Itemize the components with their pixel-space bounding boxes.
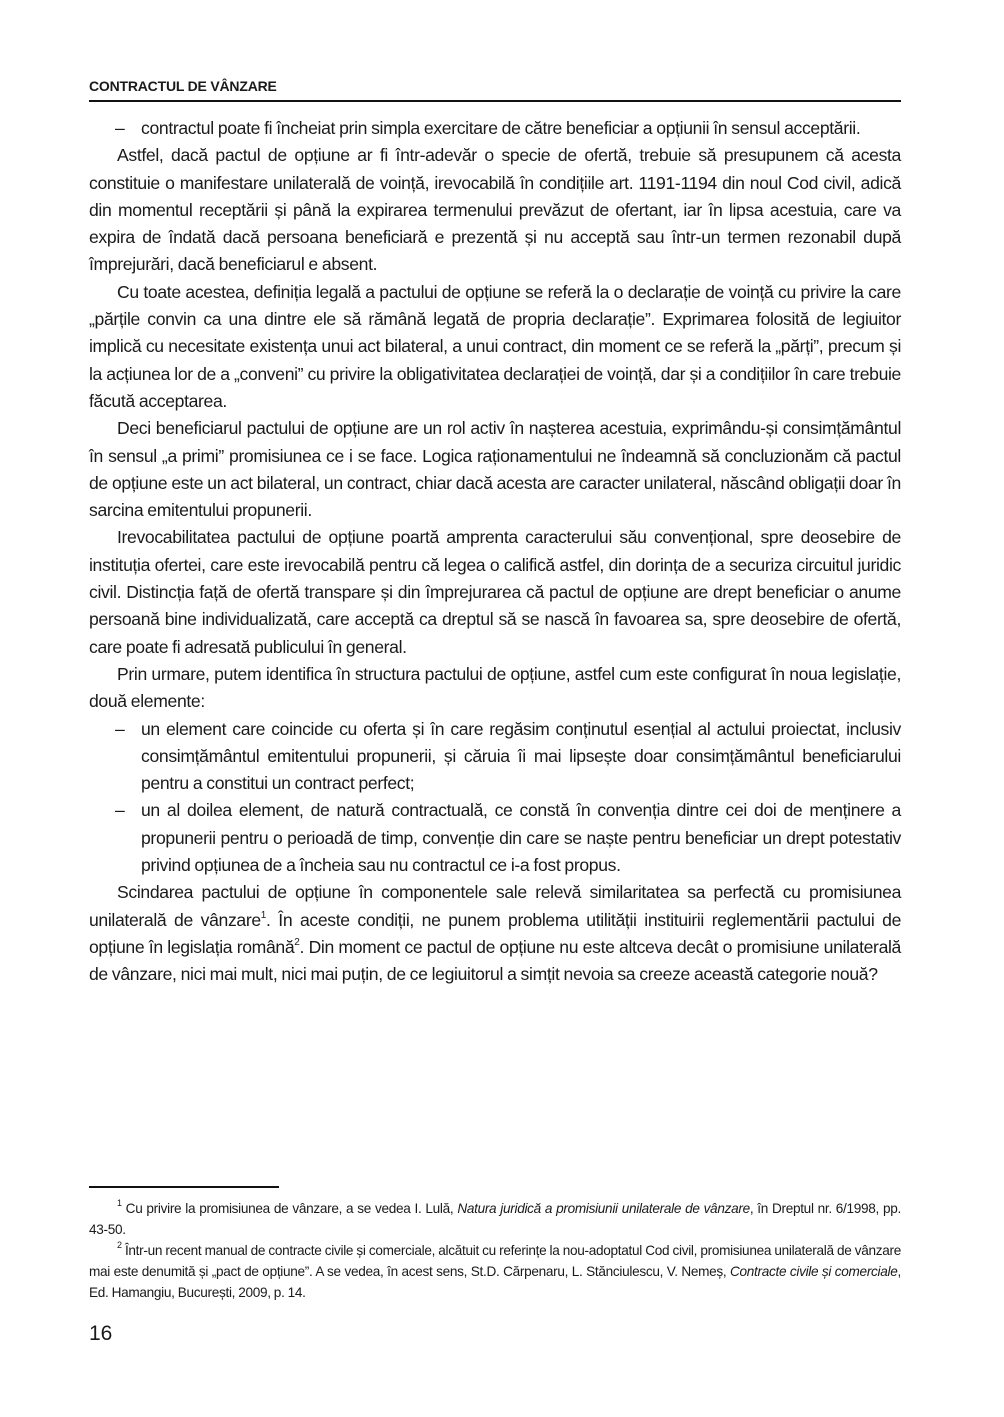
paragraph-text: . Din moment ce pactul de opțiune nu este altceva decât o promisiune unilaterală de vânzare, nici mai mult, nici mai puțin, de ce legiuitorul a simțit nevoia sa creeze această categorie nouă? — [89, 936, 901, 985]
running-header-title: CONTRACTUL DE VÂNZARE — [89, 78, 277, 94]
footnotes — [89, 1198, 901, 1303]
footnote-citation-title: Natura juridică a promisiunii unilaterale de vânzare — [457, 1201, 750, 1216]
footnote-2 — [89, 1240, 901, 1303]
paragraph: Irevocabilitatea pactului de opțiune poartă amprenta caracterului său convențional, spre deosebire de instituția ofertei, care este irevocabilă pentru că legea o califică astfel, din dorința de a securiza circuitul juridic civil. Distincția față de ofertă transpare și din împrejurarea că pactul de opțiune are drept beneficiar o anume persoană bine individualizată, care acceptă ca dreptul să se nască în favoarea sa, spre deosebire de ofertă, care poate fi adresată publicului în general. — [89, 527, 901, 657]
page-number: 16 — [89, 1322, 113, 1345]
footnote-text: Într-un recent manual de contracte civile și comerciale, alcătuit cu referințe la nou-adoptatul Cod civil, promisiunea unilaterală de vânzare mai este denumită și „pact de opțiune”. A se vedea, în acest sens, St.D. Cărpenaru, L. Stănciulescu, V. Nemeș, — [89, 1243, 901, 1279]
paragraph-text: . În aceste condiții, ne punem problema utilității instituirii reglementării pactului de opțiune în legislația română — [89, 909, 902, 957]
list-item — [89, 797, 901, 879]
list-item — [89, 716, 901, 798]
body-text — [89, 115, 901, 989]
paragraph: Deci beneficiarul pactului de opțiune are un rol activ în nașterea acestuia, exprimându-și consimțământul în sensul „a primi” promisiunea ce i se face. Logica raționamentului ne îndeamnă să concluzionăm că pactul de opțiune este un act bilateral, un contract, chiar dacă acesta are caracter unilateral, născând obligații doar în sarcina emitentului propunerii. — [89, 418, 901, 521]
footnote-reference-1[interactable]: 1 — [260, 909, 267, 921]
paragraph: Cu toate acestea, definiția legală a pactului de opțiune se referă la o declarație de voință cu privire la care „părțile convin ca una dintre ele să rămână legată de propria declarație”. Exprimarea folosită de legiuitor implică cu necesitate existența unui act bilateral, a unui contract, din moment ce se referă la „părți”, precum și la acțiunea lor de a „conveni” cu privire la obligativitatea declarației de voință, dar și a condițiilor în care trebuie făcută acceptarea. — [89, 281, 901, 411]
list-item — [89, 115, 901, 142]
list-item-text: un al doilea element, de natură contractuală, ce constă în convenția dintre cei doi de menținere a propunerii pentru o perioadă de timp, convenție din care se naște pentru beneficiar un drept potestativ privind opțiunea de a încheia sau nu contractul ce i-a fost propus. — [141, 800, 901, 876]
footnote-text: Cu privire la promisiunea de vânzare, a se vedea I. Lulă, — [121, 1201, 458, 1216]
footnote-marker: 2 — [117, 1240, 122, 1251]
footnote-citation-title: Contracte civile și comerciale — [730, 1264, 898, 1279]
footnote-text: , Ed. Hamangiu, București, 2009, p. 14. — [89, 1264, 901, 1300]
paragraph: Astfel, dacă pactul de opțiune ar fi într-adevăr o specie de ofertă, trebuie să presupunem că acesta constituie o manifestare unilaterală de voință, irevocabilă în condițiile art. 1191-1194 din noul Cod civil, adică din momentul receptării și până la expirarea termenului prevăzut de ofertant, iar în lipsa acestuia, care va expira de îndată dacă persoana beneficiară e prezentă și nu acceptă sau într-un termen rezonabil după împrejurări, dacă beneficiarul e absent. — [89, 145, 901, 275]
list-item-text: un element care coincide cu oferta și în care regăsim conținutul esențial al actului proiectat, inclusiv consimțământul emitentului propunerii, și căruia îi mai lipsește doar consimțământul beneficiarului pentru a constitui un contract perfect; — [141, 718, 901, 794]
paragraph: Prin urmare, putem identifica în structura pactului de opțiune, astfel cum este configurat în noua legislație, două elemente: — [89, 663, 901, 712]
footnote-marker: 1 — [117, 1198, 122, 1209]
footnote-separator — [89, 1186, 279, 1188]
dash-bullet: – — [115, 800, 125, 821]
footnote-1 — [89, 1198, 901, 1240]
header-rule — [89, 100, 901, 102]
footnote-text: , în Dreptul nr. 6/1998, pp. 43-50. — [89, 1201, 901, 1237]
dash-bullet: – — [115, 118, 125, 138]
paragraph — [89, 879, 901, 988]
dash-bullet: – — [115, 718, 125, 739]
footnote-reference-2[interactable]: 2 — [294, 937, 300, 949]
list-item-text: contractul poate fi încheiat prin simpla exercitare de către beneficiar a opțiunii în sensul acceptării. — [141, 118, 861, 138]
paragraph-text: Scindarea pactului de opțiune în componentele sale relevă similaritatea sa perfectă cu promisiunea unilaterală de vânzare — [89, 882, 901, 930]
